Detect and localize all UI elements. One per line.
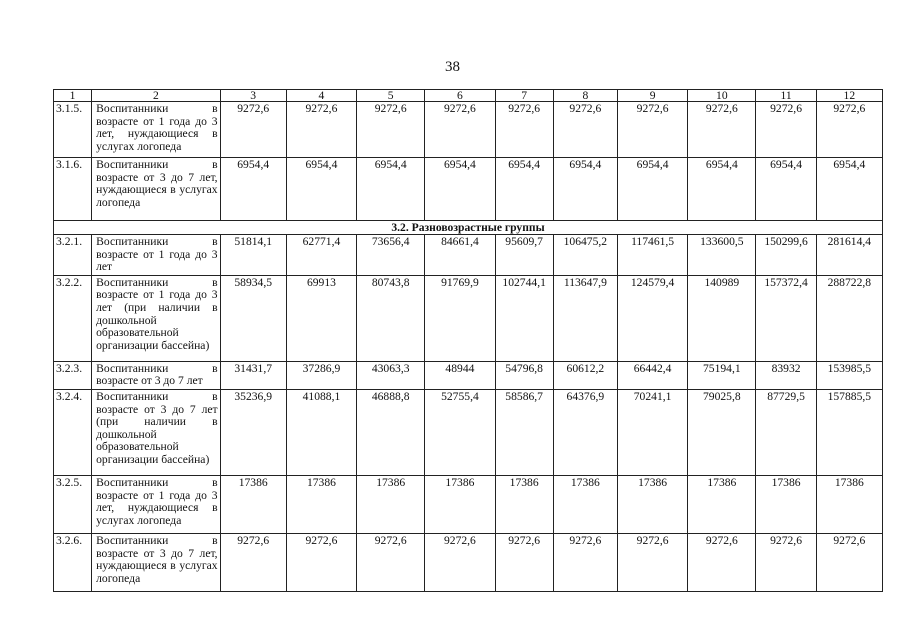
value-cell: 133600,5 [688, 235, 756, 276]
value-cell: 9272,6 [357, 102, 425, 158]
value-cell: 9272,6 [220, 533, 286, 591]
value-cell: 9272,6 [220, 102, 286, 158]
header-cell: 7 [495, 90, 553, 102]
row-description: Воспитанники в возрасте от 1 года до 3 лет, нуждающиеся в услугах логопеда [92, 475, 220, 533]
row-code: 3.2.3. [54, 361, 92, 389]
value-cell: 51814,1 [220, 235, 286, 276]
value-cell: 52755,4 [425, 389, 495, 475]
value-cell: 84661,4 [425, 235, 495, 276]
value-cell: 95609,7 [495, 235, 553, 276]
value-cell: 46888,8 [357, 389, 425, 475]
row-description: Воспитанники в возрасте от 3 до 7 лет, нуждающиеся в услугах логопеда [92, 533, 220, 591]
table-row [54, 475, 883, 533]
value-cell: 17386 [357, 475, 425, 533]
table-header [54, 90, 883, 102]
header-cell: 5 [357, 90, 425, 102]
row-description: Воспитанники в возрасте от 3 до 7 лет [92, 361, 220, 389]
value-cell: 9272,6 [286, 102, 356, 158]
value-cell: 6954,4 [425, 158, 495, 221]
header-cell: 2 [92, 90, 220, 102]
row-code: 3.2.2. [54, 275, 92, 361]
value-cell: 6954,4 [688, 158, 756, 221]
row-code: 3.2.4. [54, 389, 92, 475]
value-cell: 9272,6 [425, 533, 495, 591]
value-cell: 9272,6 [816, 102, 882, 158]
header-row [54, 90, 883, 102]
value-cell: 6954,4 [816, 158, 882, 221]
value-cell: 9272,6 [425, 102, 495, 158]
row-code: 3.2.5. [54, 475, 92, 533]
value-cell: 9272,6 [756, 533, 816, 591]
row-code: 3.2.6. [54, 533, 92, 591]
value-cell: 9272,6 [617, 102, 687, 158]
value-cell: 17386 [688, 475, 756, 533]
value-cell: 54796,8 [495, 361, 553, 389]
header-cell: 12 [816, 90, 882, 102]
value-cell: 17386 [617, 475, 687, 533]
value-cell: 83932 [756, 361, 816, 389]
value-cell: 58934,5 [220, 275, 286, 361]
value-cell: 17386 [286, 475, 356, 533]
value-cell: 62771,4 [286, 235, 356, 276]
header-cell: 3 [220, 90, 286, 102]
value-cell: 9272,6 [553, 102, 617, 158]
value-cell: 69913 [286, 275, 356, 361]
value-cell: 9272,6 [495, 102, 553, 158]
table-row [54, 235, 883, 276]
value-cell: 288722,8 [816, 275, 882, 361]
section-row [54, 221, 883, 235]
value-cell: 37286,9 [286, 361, 356, 389]
table-row [54, 389, 883, 475]
value-cell: 64376,9 [553, 389, 617, 475]
value-cell: 117461,5 [617, 235, 687, 276]
value-cell: 41088,1 [286, 389, 356, 475]
value-cell: 60612,2 [553, 361, 617, 389]
value-cell: 17386 [495, 475, 553, 533]
value-cell: 58586,7 [495, 389, 553, 475]
row-description: Воспитанники в возрасте от 3 до 7 лет, нуждающиеся в услугах логопеда [92, 158, 220, 221]
table-body-section-1 [54, 102, 883, 221]
header-cell: 8 [553, 90, 617, 102]
value-cell: 73656,4 [357, 235, 425, 276]
value-cell: 6954,4 [286, 158, 356, 221]
value-cell: 9272,6 [495, 533, 553, 591]
value-cell: 17386 [816, 475, 882, 533]
value-cell: 157372,4 [756, 275, 816, 361]
header-cell: 1 [54, 90, 92, 102]
table-row [54, 102, 883, 158]
value-cell: 17386 [220, 475, 286, 533]
value-cell: 6954,4 [495, 158, 553, 221]
value-cell: 80743,8 [357, 275, 425, 361]
row-code: 3.1.5. [54, 102, 92, 158]
page-number: 38 [445, 59, 460, 75]
row-description: Воспитанники в возрасте от 1 года до 3 лет, нуждающиеся в услугах логопеда [92, 102, 220, 158]
header-cell: 6 [425, 90, 495, 102]
table-row [54, 533, 883, 591]
row-description: Воспитанники в возрасте от 3 до 7 лет (при наличии в дошкольной образовательной организации бассейна) [92, 389, 220, 475]
value-cell: 281614,4 [816, 235, 882, 276]
value-cell: 106475,2 [553, 235, 617, 276]
value-cell: 150299,6 [756, 235, 816, 276]
value-cell: 157885,5 [816, 389, 882, 475]
section-title: 3.2. Разновозрастные группы [54, 221, 883, 235]
table-row [54, 275, 883, 361]
value-cell: 6954,4 [756, 158, 816, 221]
value-cell: 113647,9 [553, 275, 617, 361]
value-cell: 9272,6 [286, 533, 356, 591]
section-heading-group [54, 221, 883, 235]
value-cell: 9272,6 [756, 102, 816, 158]
value-cell: 9272,6 [617, 533, 687, 591]
value-cell: 9272,6 [553, 533, 617, 591]
value-cell: 9272,6 [816, 533, 882, 591]
value-cell: 31431,7 [220, 361, 286, 389]
value-cell: 35236,9 [220, 389, 286, 475]
value-cell: 124579,4 [617, 275, 687, 361]
value-cell: 6954,4 [220, 158, 286, 221]
value-cell: 102744,1 [495, 275, 553, 361]
value-cell: 17386 [425, 475, 495, 533]
row-code: 3.1.6. [54, 158, 92, 221]
header-cell: 9 [617, 90, 687, 102]
value-cell: 66442,4 [617, 361, 687, 389]
row-code: 3.2.1. [54, 235, 92, 276]
value-cell: 70241,1 [617, 389, 687, 475]
value-cell: 6954,4 [357, 158, 425, 221]
value-cell: 6954,4 [617, 158, 687, 221]
tariff-table [53, 89, 883, 592]
value-cell: 91769,9 [425, 275, 495, 361]
value-cell: 17386 [756, 475, 816, 533]
row-description: Воспитанники в возрасте от 1 года до 3 лет (при наличии в дошкольной образовательной организации бассейна) [92, 275, 220, 361]
value-cell: 140989 [688, 275, 756, 361]
value-cell: 17386 [553, 475, 617, 533]
value-cell: 87729,5 [756, 389, 816, 475]
value-cell: 153985,5 [816, 361, 882, 389]
table-body-section-2 [54, 235, 883, 592]
header-cell: 4 [286, 90, 356, 102]
value-cell: 6954,4 [553, 158, 617, 221]
row-description: Воспитанники в возрасте от 1 года до 3 лет [92, 235, 220, 276]
value-cell: 79025,8 [688, 389, 756, 475]
value-cell: 48944 [425, 361, 495, 389]
value-cell: 9272,6 [688, 102, 756, 158]
table-row [54, 158, 883, 221]
value-cell: 9272,6 [357, 533, 425, 591]
table-row [54, 361, 883, 389]
header-cell: 10 [688, 90, 756, 102]
value-cell: 75194,1 [688, 361, 756, 389]
value-cell: 9272,6 [688, 533, 756, 591]
value-cell: 43063,3 [357, 361, 425, 389]
header-cell: 11 [756, 90, 816, 102]
